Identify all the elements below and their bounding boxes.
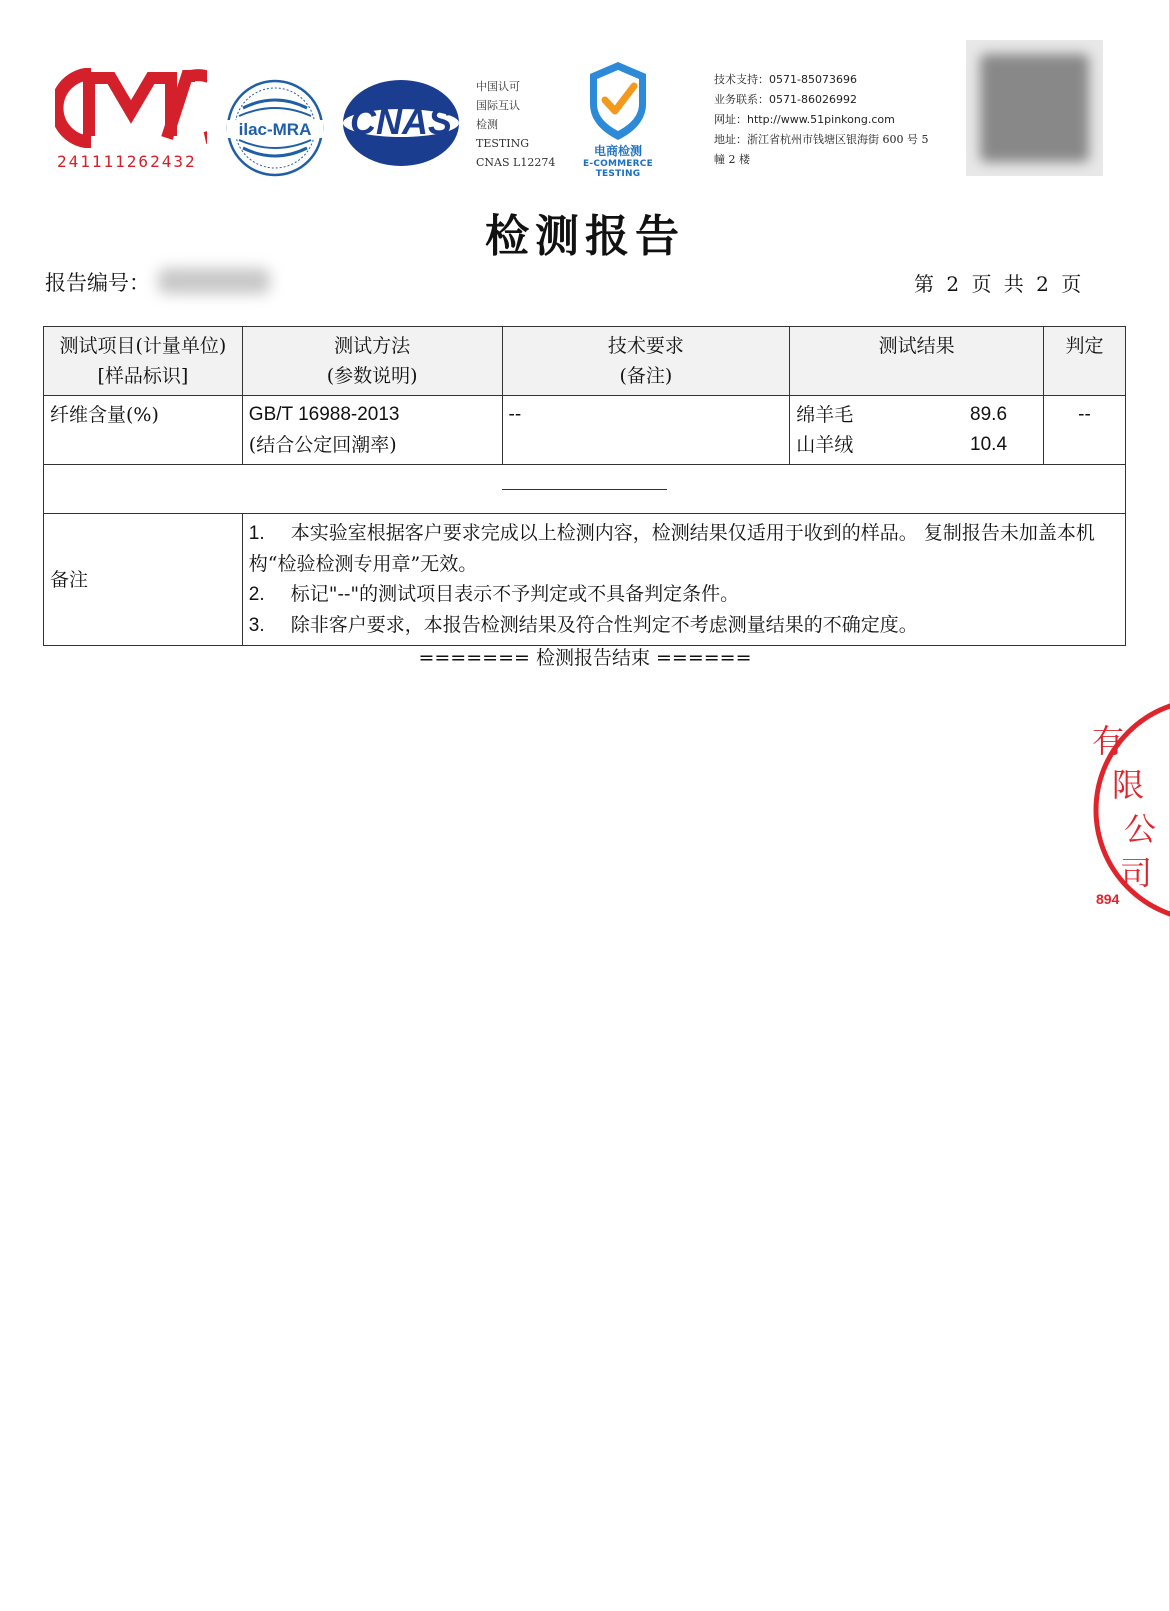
ecommerce-testing-label	[560, 142, 676, 179]
report-number-redacted	[158, 268, 270, 294]
result-name: 山羊绒	[796, 434, 854, 456]
qr-code-blurred	[980, 54, 1089, 162]
separator-cell	[44, 465, 1126, 514]
notes-label	[44, 514, 243, 646]
tech-requirement	[502, 396, 790, 465]
header-cell	[1044, 327, 1126, 396]
ilac-mark	[225, 78, 325, 178]
accr-line: 中国认可	[476, 80, 520, 93]
note-item	[249, 579, 1119, 610]
result-line	[796, 430, 1037, 460]
ilac-mra-logo	[225, 78, 325, 178]
report-end-marker: ======= 检测报告结束 ======	[418, 647, 752, 669]
results-table	[43, 326, 1126, 646]
note-number: 1.	[248, 523, 265, 544]
cma-logo	[55, 68, 207, 178]
shield-check-icon	[560, 58, 676, 148]
header-cell	[44, 327, 243, 396]
header-line: (参数说明)	[326, 365, 418, 387]
contact-value: 浙江省杭州市钱塘区银海街 600 号 5	[747, 133, 929, 146]
header-line: 测试方法	[334, 335, 411, 357]
contact-label: 业务联系：	[714, 93, 769, 106]
notes-label-text: 备注	[50, 568, 89, 591]
contact-line	[714, 110, 954, 130]
table-header	[44, 327, 1126, 396]
separator-line	[502, 489, 667, 490]
notes-row	[44, 514, 1126, 646]
header-cell	[242, 327, 502, 396]
website-link[interactable]: http://www.51pinkong.com	[747, 113, 895, 126]
ecom-cn: 电商检测	[593, 144, 642, 158]
note-text: 标记"--"的测试项目表示不予判定或不具备判定条件。	[290, 583, 740, 605]
result-value: 89.6	[970, 404, 1008, 425]
accr-line: 检测	[476, 118, 498, 131]
table-separator-row	[44, 465, 1126, 514]
header-line: (备注)	[619, 365, 673, 387]
contact-info	[714, 70, 954, 170]
test-method	[242, 396, 502, 465]
contact-label: 网址：	[714, 113, 747, 126]
contact-value: 幢 2 楼	[714, 153, 750, 166]
accreditation-text	[476, 77, 566, 172]
judgement-text: --	[1078, 404, 1091, 425]
header-line: 判定	[1065, 335, 1104, 357]
accr-line: TESTING	[476, 137, 529, 150]
header-line: 测试结果	[878, 335, 955, 357]
header-cell	[790, 327, 1044, 396]
header-line: 测试项目(计量单位)	[59, 335, 227, 357]
result-value: 10.4	[970, 434, 1008, 455]
ecom-en: E-COMMERCE TESTING	[583, 159, 653, 179]
header-line: 技术要求	[607, 335, 684, 357]
accr-line: CNAS L12274	[476, 156, 556, 169]
contact-line	[714, 90, 954, 110]
note-number: 2.	[248, 584, 265, 605]
note-item	[249, 518, 1119, 579]
ilac-text: ilac-MRA	[238, 120, 312, 139]
contact-line	[714, 130, 954, 150]
contact-line	[714, 150, 954, 170]
accr-line: 国际互认	[476, 99, 520, 112]
note-number: 3.	[248, 615, 265, 636]
test-result	[790, 396, 1044, 465]
header-line: [样品标识]	[97, 365, 189, 387]
page-indicator: 第 2 页 共 2 页	[914, 272, 1082, 296]
method-note: (结合公定回潮率)	[248, 434, 397, 456]
seal-digits: 894	[1096, 891, 1120, 907]
note-text: 除非客户要求，本报告检测结果及符合性判定不考虑测量结果的不确定度。	[290, 614, 918, 636]
cnas-text: CNAS	[349, 101, 453, 142]
cnas-logo	[340, 76, 462, 170]
cnas-mark	[340, 76, 462, 170]
cma-code: 241111262432	[57, 152, 197, 171]
contact-value: 0571-85073696	[769, 73, 857, 86]
company-seal	[1086, 690, 1170, 930]
result-name: 绵羊毛	[796, 404, 854, 426]
contact-label: 地址：	[714, 133, 747, 146]
judgement	[1044, 396, 1126, 465]
test-item-text: 纤维含量(%)	[50, 404, 159, 426]
note-text: 本实验室根据客户要求完成以上检测内容，检测结果仅适用于收到的样品。 复制报告未加盖本机构“检验检测专用章”无效。	[248, 522, 1095, 575]
header-cell	[502, 327, 790, 396]
notes-content	[242, 514, 1125, 646]
requirement-text: --	[508, 404, 522, 425]
test-item	[44, 396, 243, 465]
contact-label: 技术支持：	[714, 73, 769, 86]
method-standard: GB/T 16988-2013	[248, 404, 400, 425]
contact-line	[714, 70, 954, 90]
qr-code	[966, 40, 1103, 176]
report-number-label: 报告编号：	[45, 271, 150, 295]
cma-mark	[55, 68, 207, 148]
document-title: 检测报告	[485, 211, 685, 262]
note-item	[249, 610, 1119, 641]
seal-text: 有限公司	[1092, 722, 1157, 892]
table-row	[44, 396, 1126, 465]
seal-graphic	[1086, 690, 1170, 930]
contact-value: 0571-86026992	[769, 93, 857, 106]
result-line	[796, 400, 1037, 430]
